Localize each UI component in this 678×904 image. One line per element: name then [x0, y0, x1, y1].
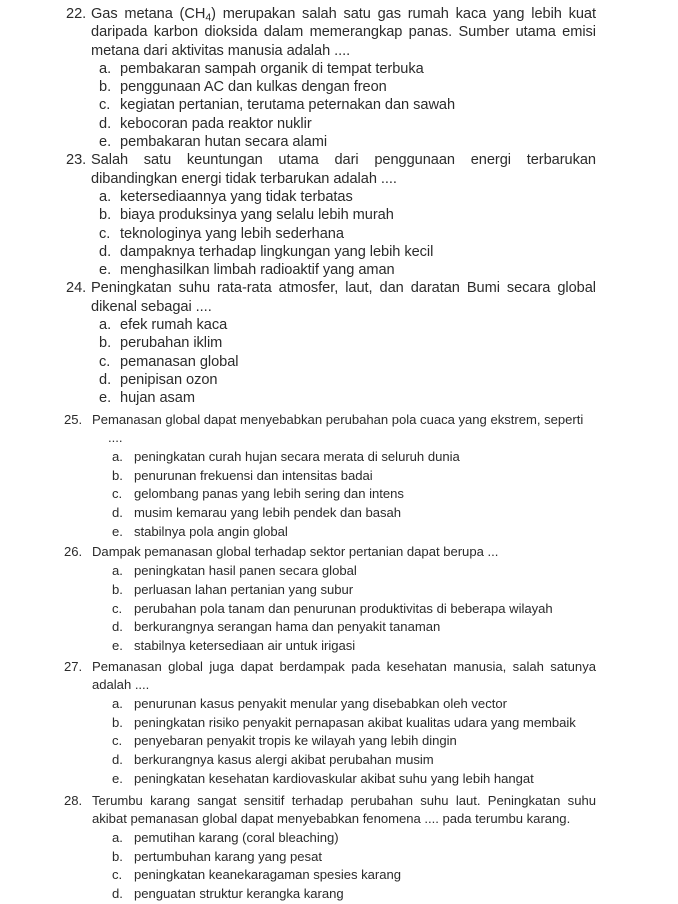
option-text: ketersediaannya yang tidak terbatas — [120, 188, 353, 205]
option-list — [91, 188, 596, 279]
option-d[interactable] — [92, 504, 596, 523]
option-letter: e. — [112, 770, 123, 786]
option-text: pembakaran hutan secara alami — [120, 134, 328, 151]
option-text: perubahan iklim — [120, 335, 223, 352]
option-letter: b. — [112, 848, 123, 864]
option-text: berkurangnya kasus alergi akibat perubahan musim — [134, 752, 434, 768]
question-27 — [0, 658, 678, 789]
question-stem-part1: Gas metana (CH — [91, 6, 206, 22]
option-text: dampaknya terhadap lingkungan yang lebih kecil — [120, 243, 434, 260]
option-text: peningkatan kesehatan kardiovaskular akibat suhu yang lebih hangat — [134, 770, 534, 786]
option-letter: a. — [99, 317, 112, 334]
option-text: pemutihan karang (coral bleaching) — [134, 830, 339, 845]
option-text: pemanasan global — [120, 353, 239, 370]
question-body — [92, 792, 596, 904]
option-e[interactable] — [91, 389, 596, 407]
option-d[interactable] — [92, 751, 596, 770]
option-e[interactable] — [91, 261, 596, 279]
option-e[interactable] — [92, 523, 596, 542]
option-d[interactable] — [91, 115, 596, 133]
option-text: hujan asam — [120, 390, 195, 407]
option-text: penurunan frekuensi dan intensitas badai — [134, 467, 373, 483]
question-stem: Pemanasan global juga dapat berdampak pada kesehatan manusia, salah satunya adalah .... — [92, 658, 596, 693]
option-text: efek rumah kaca — [120, 317, 228, 334]
option-letter: c. — [99, 353, 111, 370]
question-23 — [0, 151, 678, 279]
option-text: peningkatan risiko penyakit pernapasan akibat kualitas udara yang membaik — [134, 714, 576, 730]
option-a[interactable] — [91, 188, 596, 206]
option-text: menghasilkan limbah radioaktif yang aman — [120, 262, 395, 279]
question-stem: Salah satu keuntungan utama dari penggunaan energi terbarukan dibandingkan energi tidak terbarukan adalah .... — [91, 152, 596, 187]
option-letter: d. — [112, 752, 123, 768]
option-text: penurunan kasus penyakit menular yang disebabkan oleh vector — [134, 696, 507, 712]
question-stem: Dampak pemanasan global terhadap sektor pertanian dapat berupa ... — [92, 544, 499, 560]
option-text: pembakaran sampah organik di tempat terbuka — [120, 60, 424, 77]
option-text: kebocoran pada reaktor nuklir — [120, 115, 312, 132]
option-letter: a. — [112, 830, 123, 845]
option-text: berkurangnya serangan hama dan penyakit tanaman — [134, 619, 441, 635]
option-list — [92, 829, 596, 904]
question-24 — [0, 279, 678, 407]
option-list — [92, 562, 596, 656]
option-letter: b. — [99, 207, 112, 224]
option-letter: c. — [99, 97, 111, 114]
option-a[interactable] — [92, 695, 596, 714]
option-text: penipisan ozon — [120, 371, 218, 388]
question-number: 26. — [64, 544, 83, 560]
option-c[interactable] — [91, 353, 596, 371]
question-body — [91, 279, 596, 407]
option-text: musim kemarau yang lebih pendek dan basah — [134, 505, 402, 521]
option-letter: b. — [99, 335, 112, 352]
option-text: peningkatan curah hujan secara merata di seluruh dunia — [134, 448, 460, 464]
option-b[interactable] — [92, 467, 596, 486]
option-letter: a. — [112, 448, 123, 464]
chemical-subscript: 4 — [205, 11, 212, 24]
option-letter: c. — [112, 600, 123, 616]
option-b[interactable] — [91, 334, 596, 352]
option-e[interactable] — [91, 133, 596, 151]
option-d[interactable] — [92, 885, 596, 904]
option-b[interactable] — [91, 206, 596, 224]
option-letter: e. — [99, 262, 112, 279]
option-letter: b. — [112, 714, 123, 730]
question-stem: Pemanasan global dapat menyebabkan perubahan pola cuaca yang ekstrem, seperti — [92, 411, 584, 427]
question-26 — [0, 543, 678, 655]
option-letter: d. — [99, 371, 112, 388]
option-d[interactable] — [92, 618, 596, 637]
option-c[interactable] — [92, 866, 596, 885]
option-letter: d. — [112, 619, 123, 635]
option-c[interactable] — [92, 600, 596, 619]
option-a[interactable] — [92, 448, 596, 467]
option-letter: d. — [112, 505, 123, 521]
option-text: penyebaran penyakit tropis ke wilayah yang lebih dingin — [134, 733, 457, 749]
question-body — [91, 5, 596, 151]
option-text: stabilnya pola angin global — [134, 523, 288, 539]
option-text: biaya produksinya yang selalu lebih murah — [120, 207, 394, 224]
option-letter: c. — [112, 486, 123, 502]
document-page — [0, 5, 678, 902]
option-b[interactable] — [92, 714, 596, 733]
option-list — [92, 448, 596, 542]
option-text: peningkatan hasil panen secara global — [134, 563, 357, 579]
option-a[interactable] — [91, 316, 596, 334]
option-b[interactable] — [91, 78, 596, 96]
option-list — [92, 695, 596, 789]
option-list — [91, 316, 596, 407]
option-letter: e. — [99, 390, 112, 407]
option-c[interactable] — [91, 225, 596, 243]
question-stem-continuation: .... — [108, 430, 123, 446]
question-stem — [91, 5, 596, 60]
option-text: perluasan lahan pertanian yang subur — [134, 581, 354, 597]
option-text: stabilnya ketersediaan air untuk irigasi — [134, 637, 356, 653]
question-number: 27. — [64, 658, 83, 674]
option-text: gelombang panas yang lebih sering dan intens — [134, 486, 404, 502]
option-text: penguatan struktur kerangka karang — [134, 886, 344, 902]
option-d[interactable] — [91, 243, 596, 261]
option-c[interactable] — [92, 485, 596, 504]
option-text: kegiatan pertanian, terutama peternakan dan sawah — [120, 97, 456, 114]
option-d[interactable] — [91, 371, 596, 389]
question-number: 22. — [66, 6, 87, 22]
option-a[interactable] — [91, 60, 596, 78]
option-letter: d. — [99, 115, 112, 132]
option-c[interactable] — [92, 732, 596, 751]
option-b[interactable] — [92, 581, 596, 600]
option-e[interactable] — [92, 637, 596, 656]
option-letter: d. — [99, 243, 112, 260]
option-letter: e. — [99, 134, 112, 151]
question-group-b — [0, 411, 678, 904]
option-list — [91, 60, 596, 151]
question-number: 23. — [66, 152, 87, 169]
option-letter: a. — [99, 188, 112, 205]
option-letter: a. — [99, 60, 112, 77]
option-e[interactable] — [92, 770, 596, 789]
option-text: peningkatan keanekaragaman spesies karang — [134, 867, 402, 883]
question-body — [92, 411, 596, 542]
option-text: penggunaan AC dan kulkas dengan freon — [120, 79, 387, 96]
option-letter: a. — [112, 563, 123, 579]
question-number: 25. — [64, 411, 83, 427]
question-25 — [0, 411, 678, 542]
option-letter: c. — [112, 733, 123, 749]
question-number: 28. — [64, 792, 83, 808]
option-letter: c. — [99, 225, 111, 242]
question-22 — [0, 5, 678, 151]
question-body — [92, 658, 596, 789]
question-stem: Terumbu karang sangat sensitif terhadap perubahan suhu laut. Peningkatan suhu akibat pemanasan global dapat menyebabkan fenomena .... pada terumbu karang. — [92, 792, 596, 827]
option-letter: b. — [112, 467, 123, 483]
option-letter: c. — [112, 867, 123, 883]
option-text: perubahan pola tanam dan penurunan produktivitas di beberapa wilayah — [134, 600, 553, 616]
option-a[interactable] — [92, 829, 596, 848]
question-group-a — [0, 5, 678, 408]
question-body — [92, 543, 596, 655]
option-a[interactable] — [92, 562, 596, 581]
option-c[interactable] — [91, 96, 596, 114]
option-text: pertumbuhan karang yang pesat — [134, 848, 322, 864]
option-letter: d. — [112, 886, 123, 902]
question-stem: Peningkatan suhu rata-rata atmosfer, laut, dan daratan Bumi secara global dikenal sebagai .... — [91, 280, 596, 315]
option-letter: b. — [112, 581, 123, 597]
option-letter: a. — [112, 696, 123, 712]
question-body — [91, 151, 596, 279]
option-letter: e. — [112, 523, 123, 539]
option-text: teknologinya yang lebih sederhana — [120, 225, 344, 242]
option-b[interactable] — [92, 848, 596, 867]
question-stem-part2: ) merupakan salah satu gas rumah kaca yang lebih kuat daripada karbon dioksida dalam memerangkap panas. Sumber utama emisi metana dari aktivitas manusia adalah .... — [91, 6, 596, 59]
question-28 — [0, 792, 678, 904]
option-letter: b. — [99, 79, 112, 96]
question-number: 24. — [66, 280, 87, 297]
option-letter: e. — [112, 637, 123, 653]
